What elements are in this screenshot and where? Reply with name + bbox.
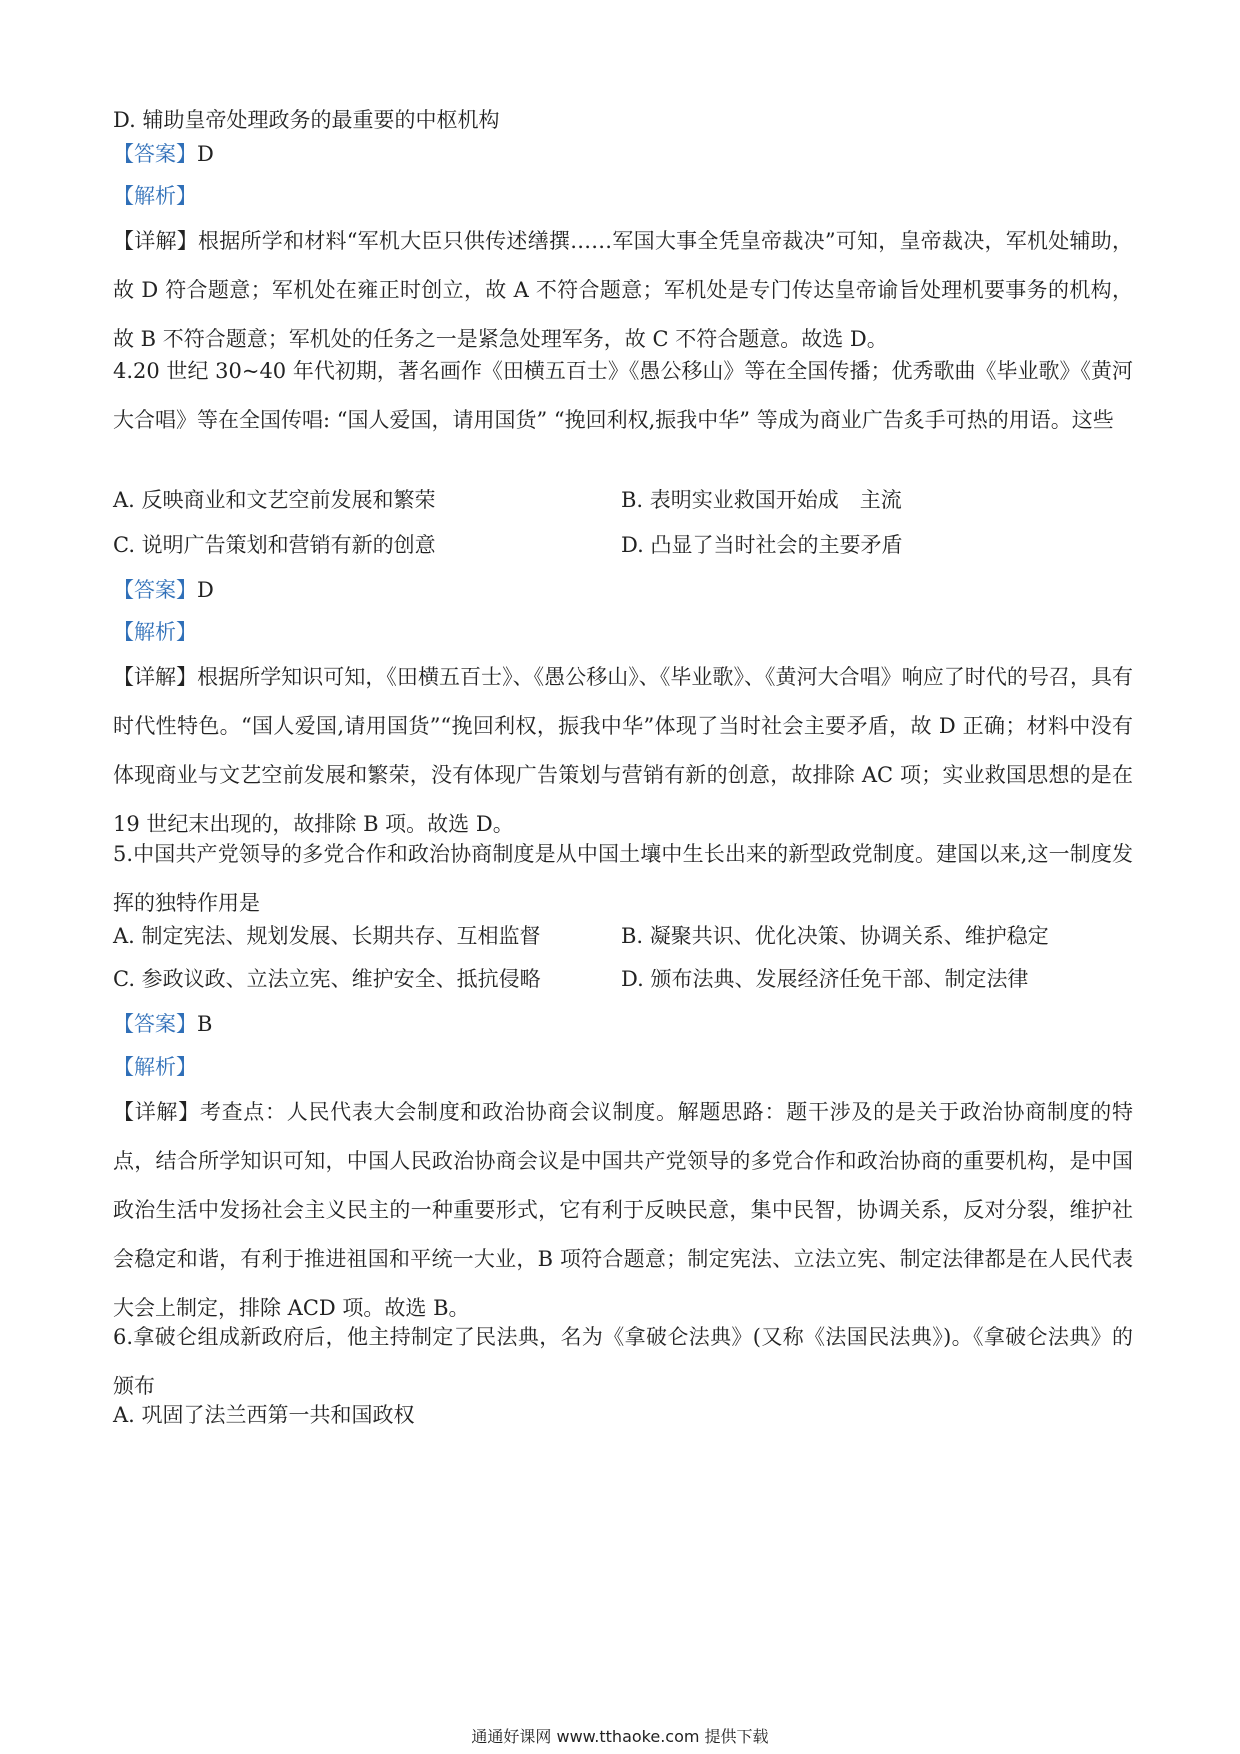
page-footer: 通通好课网 www.tthaoke.com 提供下载: [471, 1727, 769, 1746]
q5-option-c: C. 参政议政、立法立宪、维护安全、抵抗侵略: [113, 967, 541, 991]
q3-answer: [113, 139, 1133, 169]
detail-tag: 【详解】: [113, 665, 198, 689]
q4-detail: [113, 653, 1133, 849]
q3-option-d: D. 辅助皇帝处理政务的最重要的中枢机构: [113, 108, 500, 132]
q5-option-a: A. 制定宪法、规划发展、长期共存、互相监督: [113, 924, 541, 948]
answer-tag: 【答案】: [113, 578, 197, 602]
q5-stem: 5.中国共产党领导的多党合作和政治协商制度是从中国土壤中生长出来的新型政党制度。建国以来,这一制度发挥的独特作用是: [113, 842, 1133, 915]
q5-option-b: B. 凝聚共识、优化决策、协调关系、维护稳定: [621, 924, 1049, 948]
q3-analysis-tag: 【解析】: [113, 184, 197, 208]
detail-text: 根据所学知识可知，《田横五百士》、《愚公移山》、《毕业歌》、《黄河大合唱》响应了时代的号召，具有时代性特色。“国人爱国,请用国货”“挽回利权，振我中华”体现了当时社会主要矛盾，故 D 正确；材料中没有体现商业与文艺空前发展和繁荣，没有体现广告策划与营销有新的创意，故排除 AC 项；实业救国思想的是在 19 世纪末出现的，故排除 B 项。故选 D。: [113, 665, 1134, 836]
answer-value: B: [197, 1012, 213, 1036]
answer-tag: 【答案】: [113, 142, 197, 166]
answer-value: D: [197, 142, 214, 166]
q5-detail: [113, 1088, 1133, 1333]
q5-answer: [113, 1009, 1133, 1039]
detail-tag: 【详解】: [113, 1100, 200, 1124]
detail-text: 根据所学和材料“军机大臣只供传述缮撰……军国大事全凭皇帝裁决”可知，皇帝裁决，军机处辅助，故 D 符合题意；军机处在雍正时创立，故 A 不符合题意；军机处是专门传达皇帝谕旨处理机要事务的机构，故 B 不符合题意；军机处的任务之一是紧急处理军务，故 C 不符合题意。故选 D。: [113, 229, 1134, 351]
answer-value: D: [197, 578, 214, 602]
detail-tag: 【详解】: [113, 229, 198, 253]
q4-option-d: D. 凸显了当时社会的主要矛盾: [621, 533, 903, 557]
q5-analysis-tag: 【解析】: [113, 1055, 197, 1079]
q4-option-a: A. 反映商业和文艺空前发展和繁荣: [113, 488, 436, 512]
detail-text: 考查点：人民代表大会制度和政治协商会议制度。解题思路：题干涉及的是关于政治协商制度的特点，结合所学知识可知，中国人民政治协商会议是中国共产党领导的多党合作和政治协商的重要机构，是中国政治生活中发扬社会主义民主的一种重要形式，它有利于反映民意，集中民智，协调关系，反对分裂，维护社会稳定和谐，有利于推进祖国和平统一大业，B 项符合题意；制定宪法、立法立宪、制定法律都是在人民代表大会上制定，排除 ACD 项。故选 B。: [113, 1100, 1134, 1320]
q4-option-c: C. 说明广告策划和营销有新的创意: [113, 533, 436, 557]
answer-tag: 【答案】: [113, 1012, 197, 1036]
q6-stem: 6.拿破仑组成新政府后，他主持制定了民法典，名为《拿破仑法典》(又称《法国民法典》)。《拿破仑法典》的颁布: [113, 1325, 1133, 1398]
q6-option-a: A. 巩固了法兰西第一共和国政权: [113, 1403, 415, 1427]
q4-stem: 4.20 世纪 30~40 年代初期，著名画作《田横五百士》《愚公移山》等在全国传播；优秀歌曲《毕业歌》《黄河大合唱》等在全国传唱: “国人爱国，请用国货” “挽回利权,振我中华” 等成为商业广告炙手可热的用语。这些: [113, 359, 1133, 432]
q3-detail: [113, 217, 1133, 364]
q5-option-d: D. 颁布法典、发展经济任免干部、制定法律: [621, 967, 1029, 991]
q4-option-b: B. 表明实业救国开始成 主流: [621, 488, 902, 512]
q4-analysis-tag: 【解析】: [113, 620, 197, 644]
q4-answer: [113, 575, 1133, 605]
